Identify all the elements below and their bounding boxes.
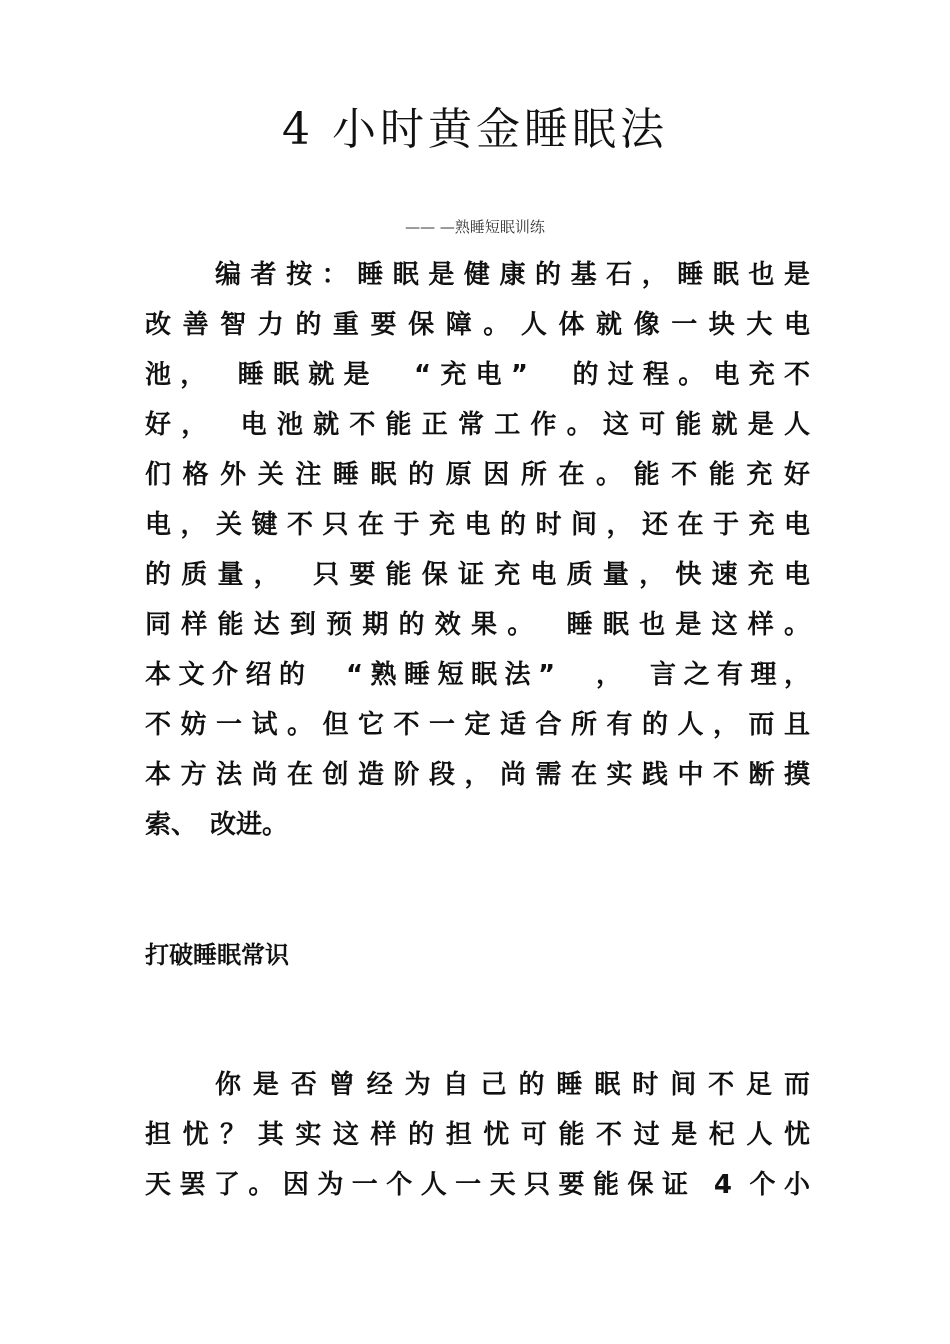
paragraph-line: 担忧？其实这样的担忧可能不过是杞人忧	[145, 1120, 810, 1150]
document-title: 4 小时黄金睡眠法	[282, 104, 668, 155]
paragraph-line: 本方法尚在创造阶段，尚需在实践中不断摸	[145, 760, 810, 790]
body-paragraph	[145, 1060, 810, 1210]
editor-note	[145, 250, 810, 850]
paragraph-line: 改善智力的重要保障。人体就像一块大电	[145, 310, 810, 340]
paragraph-line: 不妨一试。但它不一定适合所有的人，而且	[145, 710, 810, 740]
paragraph-line: 好， 电池就不能正常工作。这可能就是人	[145, 410, 810, 440]
section-heading: 打破睡眠常识	[145, 941, 289, 969]
paragraph-line: 们格外关注睡眠的原因所在。能不能充好	[145, 460, 810, 490]
paragraph-line: 编者按：睡眠是健康的基石，睡眠也是	[215, 260, 810, 290]
paragraph-line: 本文介绍的 “熟睡短眠法” ， 言之有理，	[145, 660, 810, 690]
paragraph-line: 的质量， 只要能保证充电质量，快速充电	[145, 560, 810, 590]
paragraph-line: 天罢了。因为一个人一天只要能保证 4 个小	[145, 1170, 810, 1200]
paragraph-line: 同样能达到预期的效果。 睡眠也是这样。	[145, 610, 810, 640]
paragraph-line: 池， 睡眠就是 “充电” 的过程。电充不	[145, 360, 810, 390]
document-subtitle: —— —熟睡短眠训练	[405, 218, 545, 236]
paragraph-line: 电，关键不只在于充电的时间，还在于充电	[145, 510, 810, 540]
paragraph-line: 索、 改进。	[145, 810, 289, 840]
paragraph-line: 你是否曾经为自己的睡眠时间不足而	[215, 1070, 810, 1100]
